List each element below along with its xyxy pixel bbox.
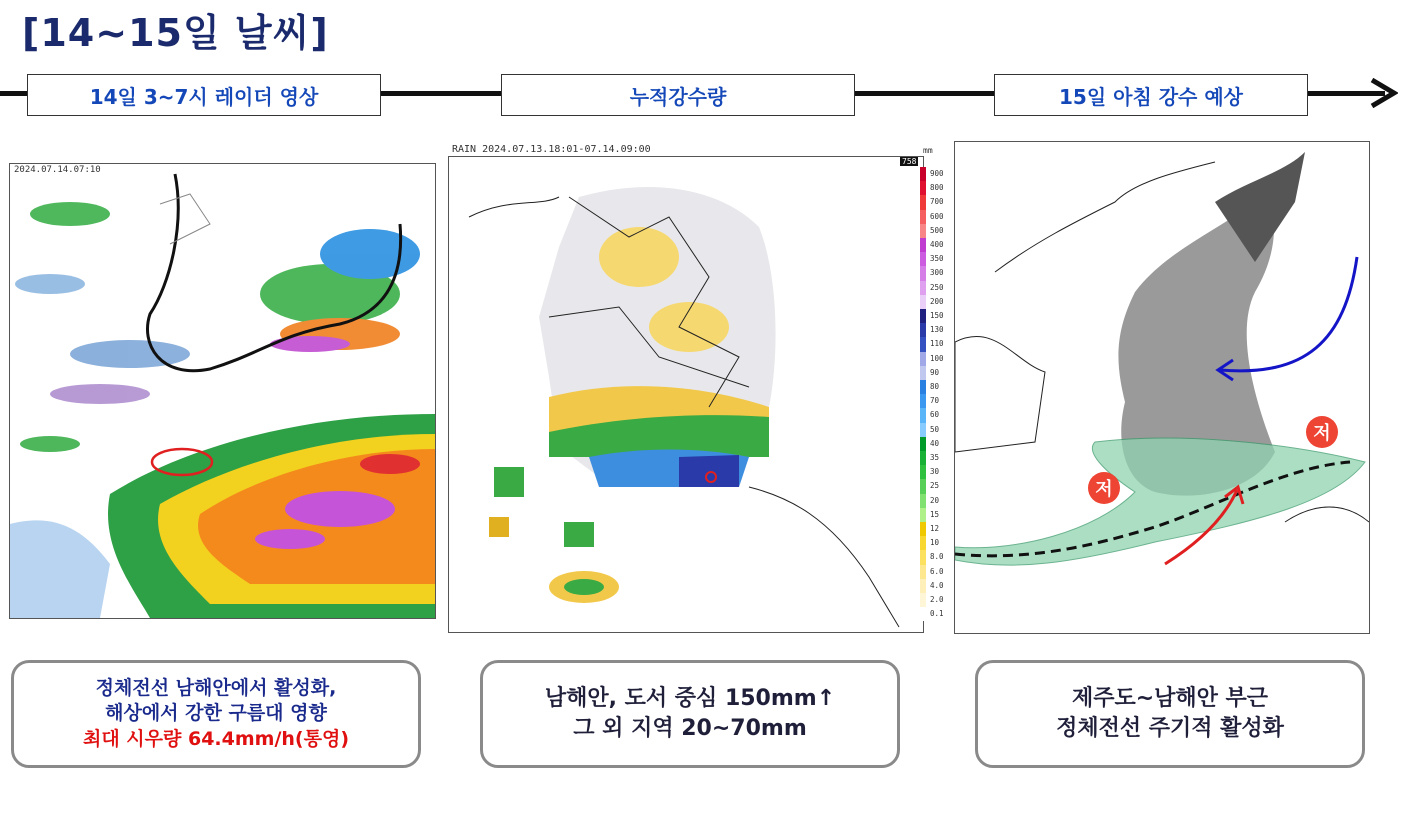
- legend-swatch: [920, 281, 926, 295]
- legend-swatch: [920, 536, 926, 550]
- page-title: [14~15일 날씨]: [22, 11, 329, 55]
- legend-swatch: [920, 181, 926, 195]
- legend-swatch: [920, 167, 926, 181]
- legend-entry: [900, 479, 940, 493]
- caption-left-line2: 해상에서 강한 구름대 영향: [105, 702, 327, 725]
- caption-right: [975, 660, 1365, 768]
- legend-value: 250: [930, 282, 944, 292]
- legend-entry: [900, 550, 944, 564]
- legend-entry: [900, 181, 944, 195]
- legend-value: 200: [930, 296, 944, 306]
- legend-entry: [900, 323, 944, 337]
- label-radar: 14일 3~7시 레이더 영상: [27, 74, 381, 116]
- legend-entry: [900, 465, 940, 479]
- legend-entry: [900, 210, 944, 224]
- legend-value: 2.0: [930, 595, 944, 604]
- legend-entry: [900, 167, 944, 181]
- legend-value: 40: [930, 438, 940, 448]
- rain-max-badge: 758: [902, 157, 917, 166]
- low-pressure-badge-west: 저: [1088, 472, 1120, 504]
- legend-entry: [900, 352, 944, 366]
- rainfall-map: [448, 156, 924, 633]
- legend-entry: [900, 593, 944, 607]
- legend-entry: [900, 238, 944, 252]
- caption-middle: [480, 660, 900, 768]
- legend-value: 25: [930, 481, 940, 491]
- caption-left-line3: 최대 시우량 64.4mm/h(통영): [82, 727, 349, 750]
- legend-swatch: [920, 565, 926, 579]
- legend-swatch: [920, 252, 926, 266]
- legend-value: 70: [930, 396, 940, 406]
- legend-value: 12: [930, 524, 940, 533]
- rain-legend-unit: mm: [923, 146, 933, 155]
- legend-value: 90: [930, 367, 940, 377]
- label-forecast: 15일 아침 강수 예상: [994, 74, 1308, 116]
- legend-value: 30: [930, 467, 940, 477]
- legend-value: 600: [930, 211, 944, 221]
- legend-entry: [900, 252, 944, 266]
- legend-value: 35: [930, 453, 940, 462]
- legend-entry: [900, 195, 944, 209]
- legend-value: 900: [930, 169, 944, 178]
- legend-swatch: [920, 522, 926, 536]
- legend-entry: [900, 309, 944, 323]
- timeline-arrow-icon: [1368, 78, 1398, 108]
- legend-entry: [900, 281, 944, 295]
- caption-left-line1: 정체전선 남해안에서 활성화,: [95, 676, 337, 699]
- legend-swatch: [920, 238, 926, 252]
- legend-value: 100: [930, 353, 944, 363]
- legend-swatch: [920, 210, 926, 224]
- legend-entry: [900, 536, 940, 550]
- legend-swatch: [920, 309, 926, 323]
- legend-swatch: [920, 323, 926, 337]
- caption-left: [11, 660, 421, 768]
- legend-entry: [900, 408, 940, 422]
- legend-swatch: [920, 423, 926, 437]
- legend-value: 500: [930, 225, 944, 235]
- legend-value: 20: [930, 495, 940, 505]
- caption-middle-line1: 남해안, 도서 중심 150mm↑: [544, 686, 836, 712]
- legend-entry: [900, 494, 940, 508]
- low-pressure-badge-east: 저: [1306, 416, 1338, 448]
- legend-swatch: [920, 451, 926, 465]
- legend-value: 60: [930, 410, 940, 420]
- legend-value: 350: [930, 254, 944, 264]
- legend-swatch: [920, 494, 926, 508]
- legend-entry: [900, 266, 944, 280]
- legend-value: 300: [930, 268, 944, 278]
- legend-value: 80: [930, 382, 940, 391]
- legend-swatch: [920, 366, 926, 380]
- legend-value: 130: [930, 325, 944, 335]
- legend-swatch: [920, 380, 926, 394]
- legend-entry: [900, 394, 940, 408]
- caption-middle-line2: 그 외 지역 20~70mm: [573, 716, 807, 741]
- legend-entry: [900, 337, 944, 351]
- legend-entry: [900, 451, 940, 465]
- legend-swatch: [920, 607, 926, 621]
- legend-swatch: [920, 593, 926, 607]
- legend-entry: [900, 423, 940, 437]
- radar-image: [9, 163, 436, 619]
- forecast-map: [954, 141, 1370, 634]
- legend-value: 15: [930, 509, 940, 519]
- legend-swatch: [920, 295, 926, 309]
- legend-value: 150: [930, 311, 944, 320]
- rain-header: RAIN 2024.07.13.18:01-07.14.09:00: [452, 144, 651, 155]
- legend-value: 8.0: [930, 552, 944, 562]
- legend-value: 110: [930, 339, 944, 349]
- legend-value: 800: [930, 183, 944, 193]
- legend-value: 700: [930, 197, 944, 207]
- legend-swatch: [920, 337, 926, 351]
- legend-swatch: [920, 479, 926, 493]
- legend-swatch: [920, 437, 926, 451]
- caption-right-line1: 제주도~남해안 부근: [1071, 686, 1269, 712]
- legend-entry: [900, 579, 944, 593]
- legend-swatch: [920, 195, 926, 209]
- legend-swatch: [920, 266, 926, 280]
- legend-value: 400: [930, 240, 944, 249]
- legend-entry: [900, 437, 940, 451]
- legend-swatch: [920, 465, 926, 479]
- legend-entry: [900, 508, 940, 522]
- legend-swatch: [920, 394, 926, 408]
- legend-entry: [900, 366, 940, 380]
- legend-entry: [900, 565, 944, 579]
- legend-value: 4.0: [930, 580, 944, 590]
- legend-swatch: [920, 224, 926, 238]
- legend-swatch: [920, 550, 926, 564]
- legend-value: 6.0: [930, 566, 944, 576]
- legend-swatch: [920, 579, 926, 593]
- legend-value: 10: [930, 538, 940, 548]
- legend-entry: [900, 607, 944, 621]
- legend-entry: [900, 380, 940, 394]
- legend-entry: [900, 522, 940, 536]
- legend-entry: [900, 224, 944, 238]
- legend-value: 0.1: [930, 609, 944, 619]
- legend-swatch: [920, 352, 926, 366]
- legend-value: 50: [930, 424, 940, 434]
- radar-timestamp: 2024.07.14.07:10: [14, 165, 101, 175]
- legend-swatch: [920, 408, 926, 422]
- legend-entry: [900, 295, 944, 309]
- label-accumulated-rain: 누적강수량: [501, 74, 855, 116]
- caption-right-line2: 정체전선 주기적 활성화: [1056, 716, 1284, 741]
- legend-swatch: [920, 508, 926, 522]
